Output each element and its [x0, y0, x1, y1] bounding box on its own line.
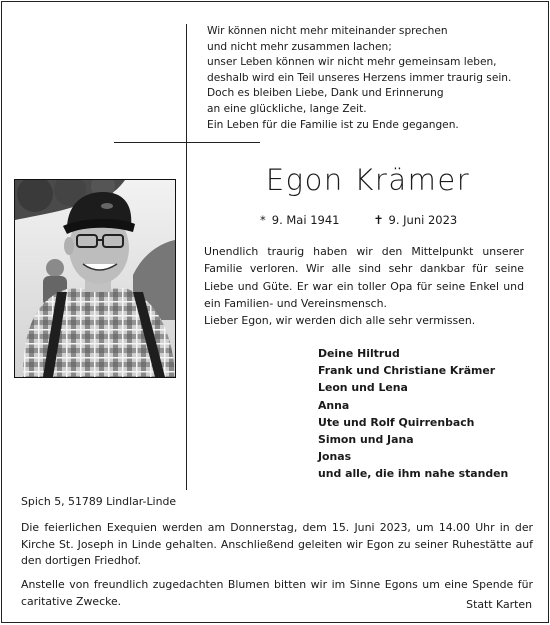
- poem-line: Doch es bleiben Liebe, Dank und Erinnerung: [207, 87, 444, 100]
- mourner-line: Anna: [318, 398, 350, 412]
- birth-star-icon: *: [260, 213, 266, 227]
- condolence-message: [204, 243, 524, 329]
- poem-line: unser Leben können wir nicht mehr gemeinsam leben,: [207, 56, 497, 69]
- mourners-list: [318, 345, 508, 483]
- address: Spich 5, 51789 Lindlar-Linde: [21, 495, 177, 508]
- poem-line: Wir können nicht mehr miteinander sprechen: [207, 25, 448, 37]
- poem-line: und nicht mehr zusammen lachen;: [207, 40, 392, 53]
- mourner-line: und alle, die ihm nahe standen: [318, 467, 509, 481]
- poem-line: Ein Leben für die Familie ist zu Ende gegangen.: [207, 118, 459, 131]
- obituary-notice: [1, 1, 549, 623]
- statt-karten: Statt Karten: [466, 598, 532, 611]
- mourner-line: Simon und Jana: [318, 433, 414, 447]
- cross-horizontal-beam: [114, 142, 260, 143]
- deceased-name: Egon Krämer: [265, 163, 471, 197]
- mourner-line: Jonas: [318, 450, 352, 464]
- funeral-service-info: Die feierlichen Exequien werden am Donnerstag, dem 15. Juni 2023, um 14.00 Uhr in der Kirche St. Joseph in Linde gehalten. Anschließend geleiten wir Egon zu seiner Ruhestätte auf den dortigen Friedhof.: [21, 521, 533, 567]
- cross-vertical-beam: [186, 24, 187, 490]
- message-closing: Lieber Egon, wir werden dich alle sehr vermissen.: [204, 314, 476, 328]
- birth-date: 9. Mai 1941: [271, 213, 340, 227]
- message-paragraph: Unendlich traurig haben wir den Mittelpunkt unserer Familie verloren. Wir alle sind sehr dankbar für seine Liebe und Güte. Er war ein toller Opa für seine Enkel und ein Familien- und Vereinsmensch.: [204, 245, 524, 310]
- death-cross-icon: ✝: [373, 213, 384, 227]
- poem-line: an eine glückliche, lange Zeit.: [207, 102, 367, 115]
- death-date: 9. Juni 2023: [388, 213, 458, 227]
- mourner-line: Leon und Lena: [318, 381, 408, 395]
- life-dates: [260, 213, 457, 227]
- poem: [207, 24, 511, 133]
- mourner-line: Deine Hiltrud: [318, 347, 400, 360]
- mourner-line: Ute und Rolf Quirrenbach: [318, 415, 475, 429]
- mourner-line: Frank und Christiane Krämer: [318, 364, 496, 378]
- donation-request: Anstelle von freundlich zugedachten Blumen bitten wir im Sinne Egons um eine Spende für caritative Zwecke.: [21, 578, 533, 608]
- portrait-photo: [14, 179, 176, 378]
- poem-line: deshalb wird ein Teil unseres Herzens immer traurig sein.: [207, 71, 512, 84]
